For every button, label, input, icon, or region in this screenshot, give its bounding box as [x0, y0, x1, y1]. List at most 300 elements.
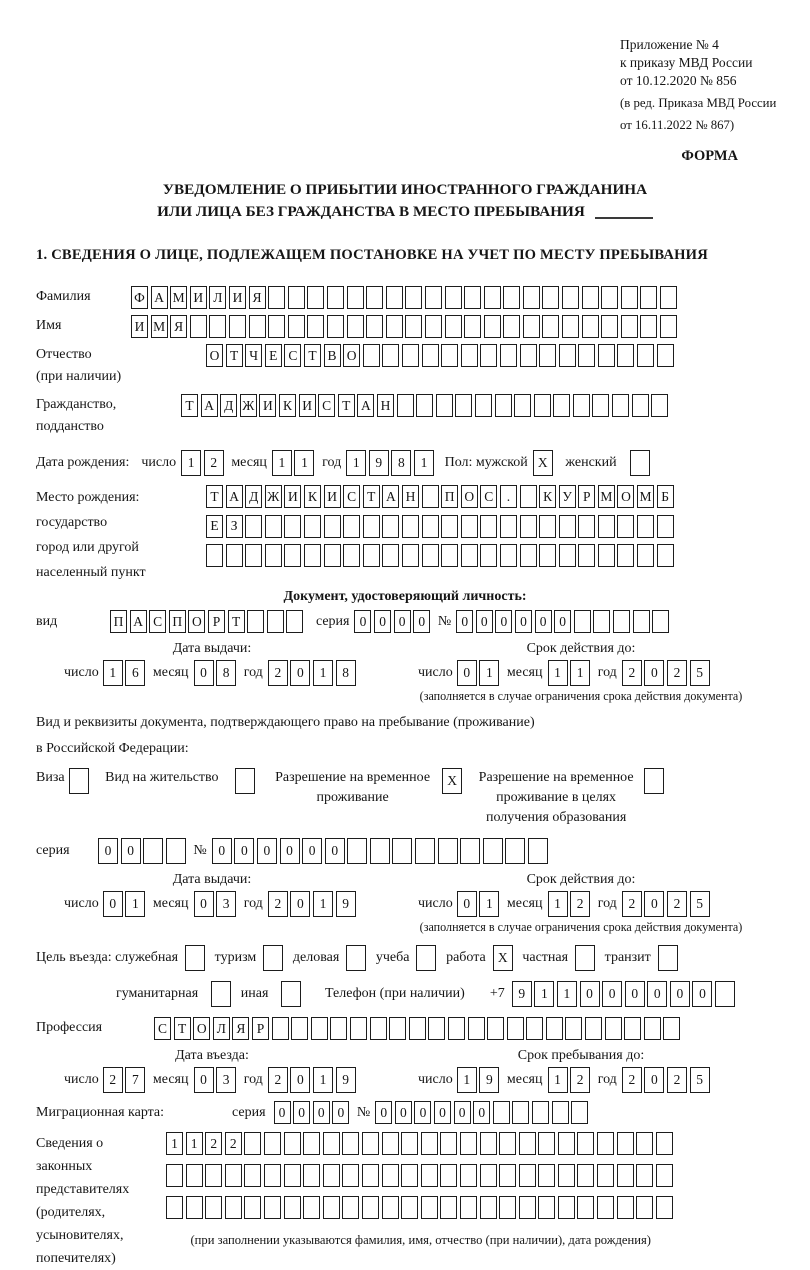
- char-cell[interactable]: 0: [602, 981, 622, 1007]
- char-cell[interactable]: [656, 1196, 673, 1219]
- char-cell[interactable]: [363, 344, 380, 367]
- char-cell[interactable]: [460, 1196, 477, 1219]
- char-cell[interactable]: [382, 1164, 399, 1187]
- char-cell[interactable]: [288, 286, 305, 309]
- char-cell[interactable]: [209, 315, 226, 338]
- char-cell[interactable]: 7: [125, 1067, 145, 1093]
- char-cell[interactable]: [342, 1164, 359, 1187]
- char-cell[interactable]: Ф: [131, 286, 148, 309]
- char-cell[interactable]: 1: [166, 1132, 183, 1155]
- char-cell[interactable]: С: [284, 344, 301, 367]
- char-cell[interactable]: Д: [220, 394, 237, 417]
- char-cell[interactable]: [460, 1132, 477, 1155]
- char-cell[interactable]: [264, 1132, 281, 1155]
- char-cell[interactable]: 0: [457, 891, 477, 917]
- char-cell[interactable]: А: [201, 394, 218, 417]
- char-cell[interactable]: 1: [181, 450, 201, 476]
- char-cell[interactable]: М: [637, 485, 654, 508]
- char-cell[interactable]: М: [170, 286, 187, 309]
- char-cell[interactable]: [542, 286, 559, 309]
- char-cell[interactable]: [440, 1196, 457, 1219]
- char-cell[interactable]: [539, 344, 556, 367]
- char-cell[interactable]: [272, 1017, 289, 1040]
- char-cell[interactable]: Е: [206, 515, 223, 538]
- char-cell[interactable]: И: [131, 315, 148, 338]
- purpose-work-checkbox[interactable]: [493, 945, 516, 971]
- char-cell[interactable]: [346, 945, 366, 971]
- purpose-study-checkbox[interactable]: [416, 945, 439, 971]
- char-cell[interactable]: [166, 838, 186, 864]
- char-cell[interactable]: [235, 768, 255, 794]
- char-cell[interactable]: [593, 610, 610, 633]
- char-cell[interactable]: [324, 544, 341, 567]
- guardians-row3-input[interactable]: [166, 1196, 675, 1219]
- char-cell[interactable]: [578, 515, 595, 538]
- char-cell[interactable]: [304, 544, 321, 567]
- char-cell[interactable]: [440, 1164, 457, 1187]
- char-cell[interactable]: [487, 1017, 504, 1040]
- char-cell[interactable]: [601, 286, 618, 309]
- char-cell[interactable]: [445, 315, 462, 338]
- char-cell[interactable]: [632, 394, 649, 417]
- profession-input[interactable]: [154, 1017, 683, 1040]
- char-cell[interactable]: Ч: [245, 344, 262, 367]
- char-cell[interactable]: Н: [402, 485, 419, 508]
- char-cell[interactable]: О: [617, 485, 634, 508]
- char-cell[interactable]: [441, 544, 458, 567]
- char-cell[interactable]: 2: [622, 1067, 642, 1093]
- char-cell[interactable]: [636, 1196, 653, 1219]
- char-cell[interactable]: 0: [354, 610, 371, 633]
- char-cell[interactable]: [342, 1132, 359, 1155]
- char-cell[interactable]: О: [188, 610, 205, 633]
- char-cell[interactable]: 2: [268, 1067, 288, 1093]
- char-cell[interactable]: [493, 1101, 510, 1124]
- char-cell[interactable]: [575, 945, 595, 971]
- char-cell[interactable]: [480, 1164, 497, 1187]
- char-cell[interactable]: [401, 1196, 418, 1219]
- char-cell[interactable]: [327, 286, 344, 309]
- char-cell[interactable]: [386, 315, 403, 338]
- char-cell[interactable]: М: [598, 485, 615, 508]
- char-cell[interactable]: [636, 1132, 653, 1155]
- char-cell[interactable]: [370, 838, 390, 864]
- char-cell[interactable]: 0: [644, 660, 664, 686]
- char-cell[interactable]: 0: [194, 891, 214, 917]
- char-cell[interactable]: [495, 394, 512, 417]
- char-cell[interactable]: [323, 1196, 340, 1219]
- char-cell[interactable]: [546, 1017, 563, 1040]
- char-cell[interactable]: 0: [234, 838, 254, 864]
- char-cell[interactable]: 0: [395, 1101, 412, 1124]
- char-cell[interactable]: О: [461, 485, 478, 508]
- char-cell[interactable]: Р: [208, 610, 225, 633]
- char-cell[interactable]: [520, 485, 537, 508]
- char-cell[interactable]: [205, 1164, 222, 1187]
- res-valid-year-input[interactable]: [622, 891, 712, 917]
- doc-valid-year-input[interactable]: [622, 660, 712, 686]
- char-cell[interactable]: [552, 1101, 569, 1124]
- char-cell[interactable]: 1: [272, 450, 292, 476]
- char-cell[interactable]: 3: [216, 1067, 236, 1093]
- char-cell[interactable]: [281, 981, 301, 1007]
- char-cell[interactable]: [597, 1164, 614, 1187]
- char-cell[interactable]: 0: [280, 838, 300, 864]
- doc-issue-day-input[interactable]: [103, 660, 148, 686]
- char-cell[interactable]: [460, 1164, 477, 1187]
- guardians-row2-input[interactable]: [166, 1164, 675, 1187]
- char-cell[interactable]: [166, 1196, 183, 1219]
- char-cell[interactable]: 9: [479, 1067, 499, 1093]
- doc-valid-day-input[interactable]: [457, 660, 502, 686]
- char-cell[interactable]: [499, 1132, 516, 1155]
- purpose-transit-checkbox[interactable]: [658, 945, 681, 971]
- char-cell[interactable]: 0: [554, 610, 571, 633]
- char-cell[interactable]: 0: [274, 1101, 291, 1124]
- char-cell[interactable]: 0: [454, 1101, 471, 1124]
- char-cell[interactable]: 0: [434, 1101, 451, 1124]
- temp-permit-checkbox[interactable]: [442, 768, 465, 794]
- char-cell[interactable]: [559, 344, 576, 367]
- char-cell[interactable]: Л: [213, 1017, 230, 1040]
- char-cell[interactable]: [307, 315, 324, 338]
- char-cell[interactable]: К: [304, 485, 321, 508]
- char-cell[interactable]: [267, 610, 284, 633]
- char-cell[interactable]: 0: [332, 1101, 349, 1124]
- char-cell[interactable]: [244, 1132, 261, 1155]
- char-cell[interactable]: [350, 1017, 367, 1040]
- char-cell[interactable]: [229, 315, 246, 338]
- char-cell[interactable]: [598, 515, 615, 538]
- purpose-private-checkbox[interactable]: [575, 945, 598, 971]
- char-cell[interactable]: [464, 315, 481, 338]
- char-cell[interactable]: [480, 1196, 497, 1219]
- char-cell[interactable]: [402, 544, 419, 567]
- char-cell[interactable]: 0: [476, 610, 493, 633]
- char-cell[interactable]: [519, 1164, 536, 1187]
- char-cell[interactable]: [617, 344, 634, 367]
- char-cell[interactable]: [245, 515, 262, 538]
- char-cell[interactable]: [382, 515, 399, 538]
- char-cell[interactable]: 0: [98, 838, 118, 864]
- entry-year-input[interactable]: [268, 1067, 358, 1093]
- char-cell[interactable]: [559, 544, 576, 567]
- char-cell[interactable]: [416, 945, 436, 971]
- char-cell[interactable]: [186, 1164, 203, 1187]
- char-cell[interactable]: [327, 315, 344, 338]
- char-cell[interactable]: [503, 315, 520, 338]
- char-cell[interactable]: [526, 1017, 543, 1040]
- char-cell[interactable]: Е: [265, 344, 282, 367]
- char-cell[interactable]: [386, 286, 403, 309]
- char-cell[interactable]: [392, 838, 412, 864]
- char-cell[interactable]: [455, 394, 472, 417]
- char-cell[interactable]: 1: [457, 1067, 477, 1093]
- char-cell[interactable]: [574, 610, 591, 633]
- char-cell[interactable]: [284, 544, 301, 567]
- char-cell[interactable]: [363, 515, 380, 538]
- birth-day-input[interactable]: [181, 450, 226, 476]
- char-cell[interactable]: [562, 315, 579, 338]
- char-cell[interactable]: [362, 1132, 379, 1155]
- doc-issue-year-input[interactable]: [268, 660, 358, 686]
- char-cell[interactable]: [286, 610, 303, 633]
- char-cell[interactable]: С: [154, 1017, 171, 1040]
- char-cell[interactable]: Т: [363, 485, 380, 508]
- char-cell[interactable]: [503, 286, 520, 309]
- char-cell[interactable]: [605, 1017, 622, 1040]
- char-cell[interactable]: У: [559, 485, 576, 508]
- char-cell[interactable]: [244, 1164, 261, 1187]
- char-cell[interactable]: [425, 315, 442, 338]
- char-cell[interactable]: 1: [103, 660, 123, 686]
- char-cell[interactable]: [436, 394, 453, 417]
- char-cell[interactable]: 1: [125, 891, 145, 917]
- patronymic-input[interactable]: [206, 344, 676, 367]
- char-cell[interactable]: [657, 344, 674, 367]
- char-cell[interactable]: [523, 286, 540, 309]
- char-cell[interactable]: [640, 315, 657, 338]
- char-cell[interactable]: [401, 1164, 418, 1187]
- surname-input[interactable]: [131, 286, 680, 309]
- char-cell[interactable]: [284, 515, 301, 538]
- char-cell[interactable]: 0: [194, 660, 214, 686]
- char-cell[interactable]: И: [299, 394, 316, 417]
- char-cell[interactable]: [500, 515, 517, 538]
- char-cell[interactable]: [617, 1196, 634, 1219]
- char-cell[interactable]: [143, 838, 163, 864]
- char-cell[interactable]: Т: [206, 485, 223, 508]
- char-cell[interactable]: [211, 981, 231, 1007]
- sex-female-checkbox[interactable]: [630, 450, 653, 476]
- char-cell[interactable]: 0: [121, 838, 141, 864]
- edu-permit-checkbox[interactable]: [644, 768, 667, 794]
- char-cell[interactable]: [422, 344, 439, 367]
- char-cell[interactable]: [657, 544, 674, 567]
- char-cell[interactable]: [288, 315, 305, 338]
- char-cell[interactable]: [284, 1164, 301, 1187]
- char-cell[interactable]: [363, 544, 380, 567]
- char-cell[interactable]: [480, 515, 497, 538]
- char-cell[interactable]: [644, 768, 664, 794]
- char-cell[interactable]: [69, 768, 89, 794]
- stay-day-input[interactable]: [457, 1067, 502, 1093]
- char-cell[interactable]: 0: [580, 981, 600, 1007]
- guardians-row1-input[interactable]: [166, 1132, 675, 1155]
- char-cell[interactable]: 8: [336, 660, 356, 686]
- char-cell[interactable]: [483, 838, 503, 864]
- char-cell[interactable]: [461, 344, 478, 367]
- char-cell[interactable]: [342, 1196, 359, 1219]
- char-cell[interactable]: 0: [515, 610, 532, 633]
- char-cell[interactable]: А: [382, 485, 399, 508]
- char-cell[interactable]: 9: [336, 891, 356, 917]
- char-cell[interactable]: 0: [313, 1101, 330, 1124]
- doc-series-input[interactable]: [354, 610, 432, 633]
- char-cell[interactable]: 9: [512, 981, 532, 1007]
- char-cell[interactable]: [225, 1164, 242, 1187]
- char-cell[interactable]: [405, 315, 422, 338]
- char-cell[interactable]: [633, 610, 650, 633]
- char-cell[interactable]: 0: [495, 610, 512, 633]
- char-cell[interactable]: П: [441, 485, 458, 508]
- char-cell[interactable]: Р: [578, 485, 595, 508]
- char-cell[interactable]: 1: [479, 891, 499, 917]
- char-cell[interactable]: [499, 1164, 516, 1187]
- name-input[interactable]: [131, 315, 680, 338]
- res-issue-month-input[interactable]: [194, 891, 239, 917]
- char-cell[interactable]: З: [226, 515, 243, 538]
- char-cell[interactable]: 2: [622, 660, 642, 686]
- char-cell[interactable]: [347, 286, 364, 309]
- char-cell[interactable]: [291, 1017, 308, 1040]
- char-cell[interactable]: И: [229, 286, 246, 309]
- char-cell[interactable]: [598, 344, 615, 367]
- char-cell[interactable]: [324, 515, 341, 538]
- char-cell[interactable]: [624, 1017, 641, 1040]
- char-cell[interactable]: [445, 286, 462, 309]
- char-cell[interactable]: 2: [570, 1067, 590, 1093]
- char-cell[interactable]: [621, 286, 638, 309]
- char-cell[interactable]: 1: [186, 1132, 203, 1155]
- char-cell[interactable]: [415, 838, 435, 864]
- char-cell[interactable]: [461, 544, 478, 567]
- char-cell[interactable]: Т: [181, 394, 198, 417]
- char-cell[interactable]: 0: [290, 1067, 310, 1093]
- char-cell[interactable]: [519, 1132, 536, 1155]
- char-cell[interactable]: 9: [369, 450, 389, 476]
- char-cell[interactable]: [500, 344, 517, 367]
- char-cell[interactable]: 1: [414, 450, 434, 476]
- char-cell[interactable]: 3: [216, 891, 236, 917]
- char-cell[interactable]: 0: [647, 981, 667, 1007]
- char-cell[interactable]: 1: [534, 981, 554, 1007]
- char-cell[interactable]: [565, 1017, 582, 1040]
- char-cell[interactable]: С: [149, 610, 166, 633]
- char-cell[interactable]: [268, 315, 285, 338]
- char-cell[interactable]: [514, 394, 531, 417]
- char-cell[interactable]: [656, 1164, 673, 1187]
- char-cell[interactable]: [637, 544, 654, 567]
- char-cell[interactable]: [499, 1196, 516, 1219]
- stay-month-input[interactable]: [548, 1067, 593, 1093]
- char-cell[interactable]: [245, 544, 262, 567]
- char-cell[interactable]: [539, 544, 556, 567]
- char-cell[interactable]: Я: [249, 286, 266, 309]
- char-cell[interactable]: 0: [325, 838, 345, 864]
- phone-input[interactable]: [512, 981, 738, 1007]
- char-cell[interactable]: [206, 544, 223, 567]
- char-cell[interactable]: [247, 610, 264, 633]
- char-cell[interactable]: [226, 544, 243, 567]
- char-cell[interactable]: [190, 315, 207, 338]
- char-cell[interactable]: 1: [346, 450, 366, 476]
- char-cell[interactable]: 1: [313, 891, 333, 917]
- char-cell[interactable]: 0: [194, 1067, 214, 1093]
- char-cell[interactable]: 5: [690, 891, 710, 917]
- char-cell[interactable]: 0: [644, 1067, 664, 1093]
- char-cell[interactable]: [304, 515, 321, 538]
- char-cell[interactable]: И: [259, 394, 276, 417]
- visa-checkbox[interactable]: [69, 768, 92, 794]
- char-cell[interactable]: [715, 981, 735, 1007]
- char-cell[interactable]: [366, 315, 383, 338]
- char-cell[interactable]: [416, 394, 433, 417]
- char-cell[interactable]: [582, 315, 599, 338]
- char-cell[interactable]: [520, 515, 537, 538]
- char-cell[interactable]: [402, 344, 419, 367]
- char-cell[interactable]: [640, 286, 657, 309]
- char-cell[interactable]: [538, 1132, 555, 1155]
- char-cell[interactable]: [464, 286, 481, 309]
- char-cell[interactable]: [621, 315, 638, 338]
- birthplace-row3-input[interactable]: [206, 544, 676, 567]
- char-cell[interactable]: [657, 515, 674, 538]
- char-cell[interactable]: [528, 838, 548, 864]
- char-cell[interactable]: [265, 515, 282, 538]
- char-cell[interactable]: [585, 1017, 602, 1040]
- char-cell[interactable]: [592, 394, 609, 417]
- char-cell[interactable]: 8: [391, 450, 411, 476]
- char-cell[interactable]: 0: [625, 981, 645, 1007]
- char-cell[interactable]: [617, 544, 634, 567]
- entry-month-input[interactable]: [194, 1067, 239, 1093]
- char-cell[interactable]: 0: [375, 1101, 392, 1124]
- char-cell[interactable]: [284, 1196, 301, 1219]
- char-cell[interactable]: [651, 394, 668, 417]
- char-cell[interactable]: 0: [290, 891, 310, 917]
- char-cell[interactable]: [558, 1196, 575, 1219]
- char-cell[interactable]: 2: [667, 1067, 687, 1093]
- char-cell[interactable]: [538, 1196, 555, 1219]
- char-cell[interactable]: Н: [377, 394, 394, 417]
- char-cell[interactable]: [637, 344, 654, 367]
- mig-series-input[interactable]: [274, 1101, 352, 1124]
- char-cell[interactable]: 8: [216, 660, 236, 686]
- char-cell[interactable]: [582, 286, 599, 309]
- char-cell[interactable]: [507, 1017, 524, 1040]
- char-cell[interactable]: И: [284, 485, 301, 508]
- char-cell[interactable]: [660, 286, 677, 309]
- char-cell[interactable]: 5: [690, 1067, 710, 1093]
- char-cell[interactable]: 0: [473, 1101, 490, 1124]
- char-cell[interactable]: [425, 286, 442, 309]
- char-cell[interactable]: 2: [204, 450, 224, 476]
- char-cell[interactable]: 1: [548, 1067, 568, 1093]
- char-cell[interactable]: [265, 544, 282, 567]
- char-cell[interactable]: [268, 286, 285, 309]
- doc-valid-month-input[interactable]: [548, 660, 593, 686]
- char-cell[interactable]: [389, 1017, 406, 1040]
- purpose-tourism-checkbox[interactable]: [263, 945, 286, 971]
- char-cell[interactable]: [652, 610, 669, 633]
- char-cell[interactable]: П: [169, 610, 186, 633]
- char-cell[interactable]: 0: [413, 610, 430, 633]
- char-cell[interactable]: [441, 515, 458, 538]
- char-cell[interactable]: [573, 394, 590, 417]
- char-cell[interactable]: [244, 1196, 261, 1219]
- char-cell[interactable]: [438, 838, 458, 864]
- res-number-input[interactable]: [212, 838, 551, 864]
- char-cell[interactable]: 0: [457, 660, 477, 686]
- char-cell[interactable]: А: [357, 394, 374, 417]
- mig-number-input[interactable]: [375, 1101, 591, 1124]
- char-cell[interactable]: [264, 1196, 281, 1219]
- res-series-input[interactable]: [98, 838, 188, 864]
- char-cell[interactable]: 1: [313, 660, 333, 686]
- char-cell[interactable]: [656, 1132, 673, 1155]
- char-cell[interactable]: [225, 1196, 242, 1219]
